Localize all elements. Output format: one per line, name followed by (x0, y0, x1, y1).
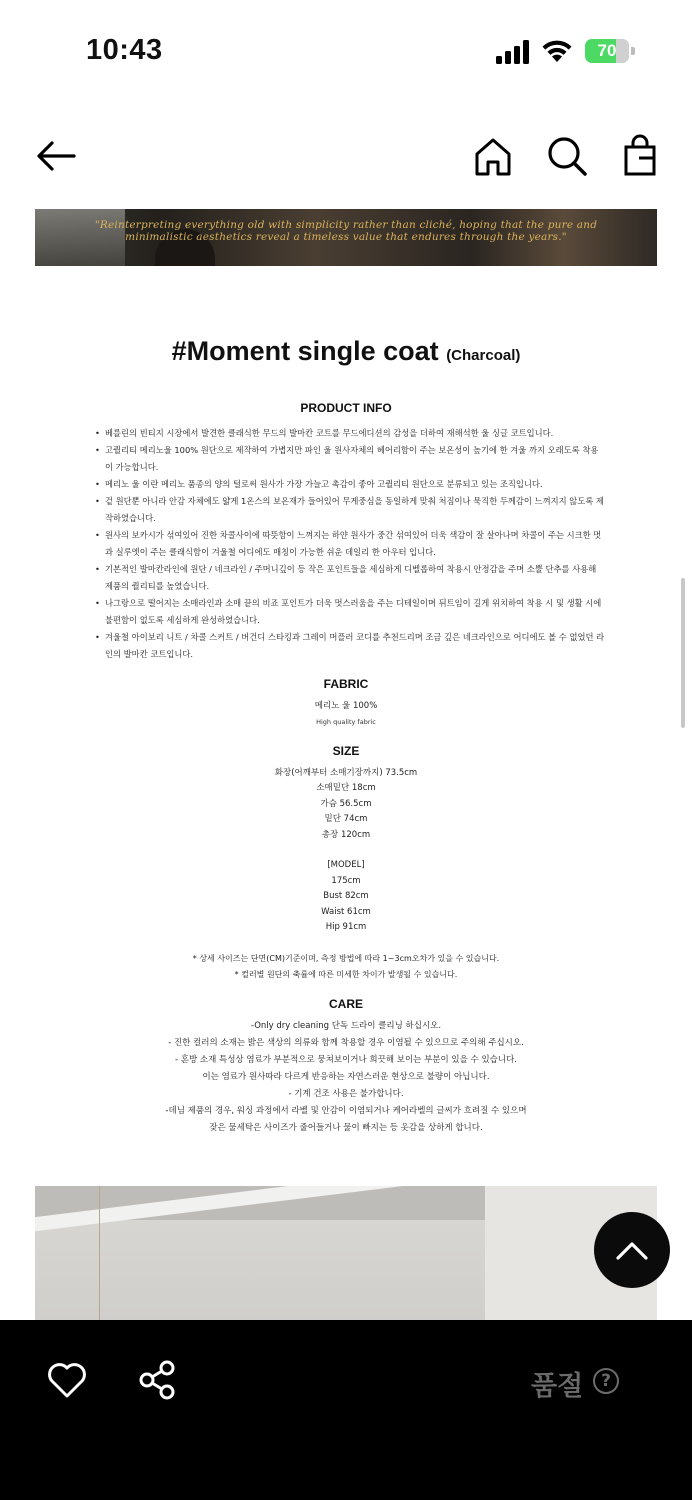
chevron-up-icon (615, 1239, 649, 1261)
fabric-value: 메리노 울 100% (314, 701, 378, 711)
top-nav-bar (0, 128, 692, 188)
back-arrow-icon[interactable] (34, 134, 78, 178)
search-icon[interactable] (545, 134, 589, 178)
info-item: • 기본적인 발마칸라인에 원단 / 네크라인 / 주머니깊이 등 작은 포인트들을 세심하게 디벨롭하여 착용시 안정감을 주며 소뿔 단추를 사용해 제품의 퀄리티를 높였습니다. (95, 561, 605, 595)
cellular-signal-icon (496, 40, 532, 64)
heart-icon[interactable] (46, 1360, 88, 1400)
size-notes (35, 951, 657, 983)
info-item: • 고퀄리티 메리노울 100% 원단으로 제작하여 가볍지만 파인 울 원사자체의 헤어리함이 주는 보온성이 높기에 한 겨울 까지 오래도록 착용이 가능합니다. (95, 442, 605, 476)
product-name: #Moment single coat (171, 336, 439, 366)
info-item: • 원사의 보카시가 섞여있어 진한 차콜사이에 따뜻함이 느껴지는 하얀 원사가 중간 섞여있어 더욱 색감이 잘 살아나며 차콜이 주는 시크한 멋과 실루엣이 주는 클래식함이 겨울철 어디에도 매칭이 가능한 쉬운 데일리 한 아우터 입니다. (95, 527, 605, 561)
info-item: • 베를린의 빈티지 시장에서 발견한 클래식한 무드의 발마칸 코트를 무드에디션의 감성을 더하여 재해석한 울 싱글 코트입니다. (95, 425, 605, 442)
product-info-heading: PRODUCT INFO (300, 401, 392, 415)
battery-indicator (585, 39, 637, 63)
scrollbar[interactable] (681, 578, 685, 728)
size-note: * 컬러별 원단의 축률에 따른 미세한 차이가 발생될 수 있습니다. (234, 969, 458, 979)
product-description (35, 330, 657, 1137)
model-line: Bust 82cm (323, 891, 369, 901)
product-title (35, 336, 657, 367)
care-line: -데님 제품의 경우, 워싱 과정에서 라벨 및 안감이 이염되거나 케어라벨의 글씨가 흐려질 수 있으며 (165, 1105, 527, 1116)
size-line: 총장 120cm (321, 829, 371, 840)
battery-level: 70 (597, 41, 617, 60)
sold-out-label: 품절 (531, 1371, 584, 1402)
care-line: 이는 염료가 원사따라 다르게 반응하는 자연스러운 현상으로 불량이 아닙니다. (202, 1071, 490, 1082)
size-line: 밑단 74cm (324, 814, 368, 824)
care-line: 잦은 물세탁은 사이즈가 줄어들거나 물이 빠지는 등 옷감을 상하게 합니다. (209, 1122, 483, 1133)
size-note: * 상세 사이즈는 단면(CM)기준이며, 측정 방법에 따라 1~3cm오차가 있을 수 있습니다. (192, 953, 500, 963)
model-line: Hip 91cm (325, 922, 367, 932)
product-photo (35, 1186, 657, 1326)
model-line: [MODEL] (327, 860, 365, 870)
care-line: - 진한 컬러의 소재는 밝은 색상의 의류와 함께 착용할 경우 이염될 수 있으므로 주의해 주십시오. (168, 1037, 524, 1048)
model-line: 175cm (331, 875, 361, 886)
product-info-list (95, 425, 605, 663)
model-line: Waist 61cm (321, 906, 371, 917)
care-heading: CARE (328, 996, 363, 1011)
info-item: • 나그랑으로 떨어지는 소매라인과 소매 끝의 비죠 포인트가 더욱 멋스러움을 주는 디테일이며 뒤트임이 길게 위치하여 착용 시 및 생활 시에 불편함이 없도록 세심하게 완성하였습니다. (95, 595, 605, 629)
banner-quote-line2: minimalistic aesthetics reveal a timeless value that endures through the years." (125, 231, 567, 243)
wifi-icon (541, 38, 573, 64)
status-bar (0, 0, 692, 100)
size-measurements (35, 766, 657, 844)
banner-quote-line1: "Reinterpreting everything old with simplicity rather than cliché, hoping that the pure and (94, 219, 598, 231)
shopping-bag-icon[interactable] (618, 134, 662, 178)
care-instructions (35, 1018, 657, 1137)
model-info (35, 858, 657, 936)
size-line: 화장(어깨부터 소매기장까지) 73.5cm (274, 767, 418, 778)
size-line: 가슴 56.5cm (320, 798, 372, 809)
care-line: - 기계 건조 사용은 불가합니다. (288, 1088, 404, 1099)
status-time: 10:43 (86, 34, 163, 66)
info-item: • 겨울철 아이보리 니트 / 차콜 스커트 / 버건디 스타킹과 그레이 머플러 코디를 추천드리며 조금 깊은 네크라인으로 어디에도 볼 수 없었던 라인의 발마칸 코트입니다. (95, 629, 605, 663)
share-icon[interactable] (138, 1360, 178, 1400)
size-heading: SIZE (332, 743, 360, 758)
banner-quote (35, 219, 657, 243)
fabric-note: High quality fabric (316, 717, 376, 726)
home-icon[interactable] (471, 135, 515, 179)
size-line: 소매밑단 18cm (316, 783, 376, 793)
fabric-heading: FABRIC (323, 677, 369, 691)
info-item: • 겉 원단뿐 아니라 안감 자체에도 얇게 1온스의 보온재가 들어있어 무게중심을 동일하게 맞춰 처짐이나 묵직한 두께감이 느껴지지 않도록 제작하였습니다. (95, 493, 605, 527)
info-item: • 메리노 울 이란 메리노 품종의 양의 털로써 원사가 가장 가늘고 촉감이 좋아 고퀄리티 원단으로 분류되고 있는 조직입니다. (95, 476, 605, 493)
help-icon[interactable]: ? (593, 1368, 619, 1394)
product-color: (Charcoal) (446, 347, 521, 364)
scroll-to-top-button[interactable] (594, 1212, 670, 1288)
care-line: - 혼방 소재 특성상 염료가 부분적으로 뭉쳐보이거나 희끗해 보이는 부분이 있을 수 있습니다. (174, 1054, 517, 1065)
care-line: -Only dry cleaning 단독 드라이 클리닝 하십시오. (250, 1020, 442, 1031)
banner-image (35, 209, 657, 266)
bottom-action-bar (0, 1320, 692, 1500)
